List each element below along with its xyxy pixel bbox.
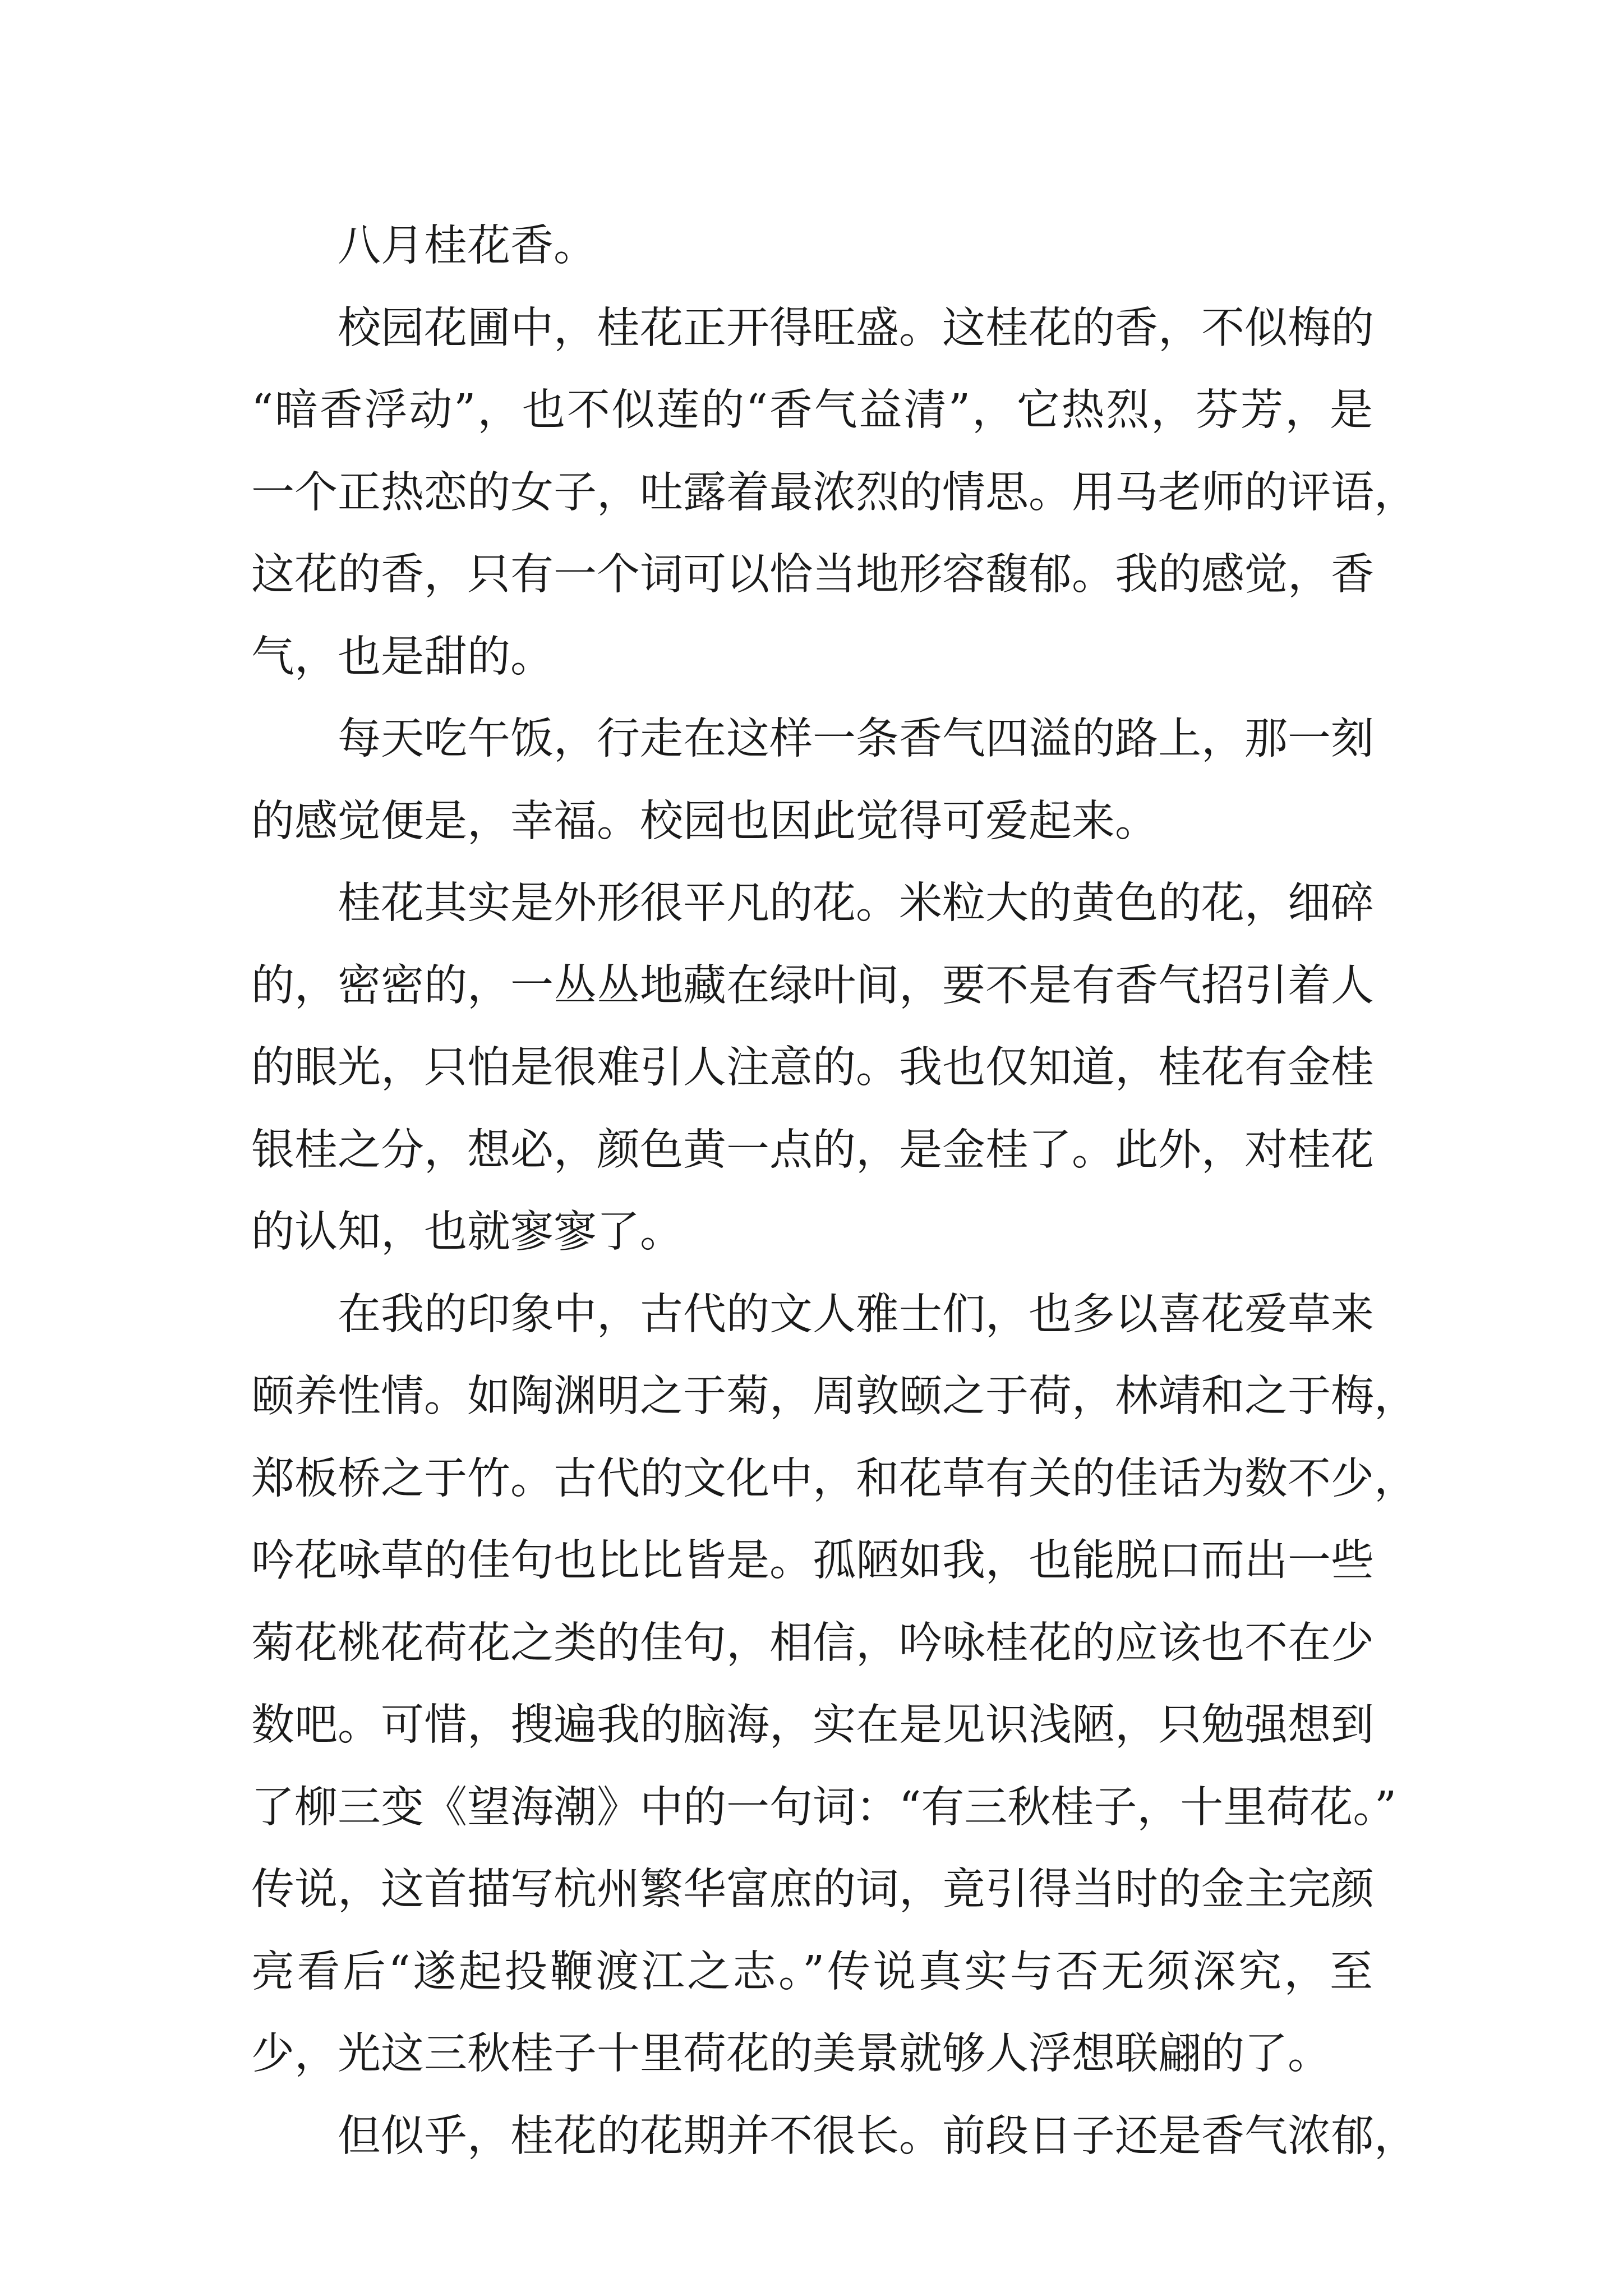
text-line: 一个正热恋的女子，吐露着最浓烈的情思。用马老师的评语， [251, 467, 1417, 518]
article-body [251, 205, 1417, 2178]
text-line: 但似乎，桂花的花期并不很长。前段日子还是香气浓郁， [338, 2111, 1417, 2161]
text-line: 传说，这首描写杭州繁华富庶的词，竟引得当时的金主完颜 [251, 1865, 1374, 1915]
paragraph-5 [251, 1274, 1417, 2096]
text-line: 郑板桥之于竹。古代的文化中，和花草有关的佳话为数不少， [251, 1453, 1417, 1504]
text-line: 校园花圃中，桂花正开得旺盛。这桂花的香，不似梅的 [338, 303, 1374, 353]
text-line: 少，光这三秋桂子十里荷花的美景就够人浮想联翩的了。 [251, 2029, 1331, 2079]
text-line: 八月桂花香。 [338, 221, 597, 271]
paragraph-1 [251, 205, 1373, 288]
text-line: 的感觉便是，幸福。校园也因此觉得可爱起来。 [251, 796, 1158, 846]
text-line: 数吧。可惜，搜遍我的脑海，实在是见识浅陋，只勉强想到 [251, 1700, 1374, 1750]
text-line: 这花的香，只有一个词可以恰当地形容馥郁。我的感觉，香 [251, 550, 1374, 600]
text-line: “暗香浮动”，也不似莲的“香气益清”，它热烈，芬芳，是 [251, 385, 1373, 435]
text-line: 在我的印象中，古代的文人雅士们，也多以喜花爱草来 [338, 1289, 1374, 1340]
text-line: 桂花其实是外形很平凡的花。米粒大的黄色的花，细碎 [338, 878, 1374, 928]
text-line: 吟花咏草的佳句也比比皆是。孤陋如我，也能脱口而出一些 [251, 1536, 1374, 1586]
paragraph-3 [251, 698, 1373, 863]
text-line: 的，密密的，一丛丛地藏在绿叶间，要不是有香气招引着人 [251, 960, 1374, 1011]
text-line: 气，也是甜的。 [251, 632, 554, 682]
text-line: 颐养性情。如陶渊明之于菊，周敦颐之于荷，林靖和之于梅， [251, 1372, 1417, 1421]
text-line: 菊花桃花荷花之类的佳句，相信，吟咏桂花的应该也不在少 [251, 1618, 1374, 1668]
text-line: 了柳三变《望海潮》中的一句词：“有三秋桂子，十里荷花。” [251, 1782, 1397, 1833]
paragraph-2 [251, 288, 1417, 699]
paragraph-6 [251, 2096, 1417, 2178]
paragraph-4 [251, 863, 1373, 1274]
text-line: 银桂之分，想必，颜色黄一点的，是金桂了。此外，对桂花 [251, 1125, 1374, 1175]
text-line: 的认知，也就寥寥了。 [251, 1207, 683, 1257]
text-line: 的眼光，只怕是很难引人注意的。我也仅知道，桂花有金桂 [251, 1043, 1374, 1093]
text-line: 亮看后“遂起投鞭渡江之志。”传说真实与否无须深究，至 [251, 1947, 1373, 1997]
text-line: 每天吃午饭，行走在这样一条香气四溢的路上，那一刻 [338, 714, 1374, 764]
